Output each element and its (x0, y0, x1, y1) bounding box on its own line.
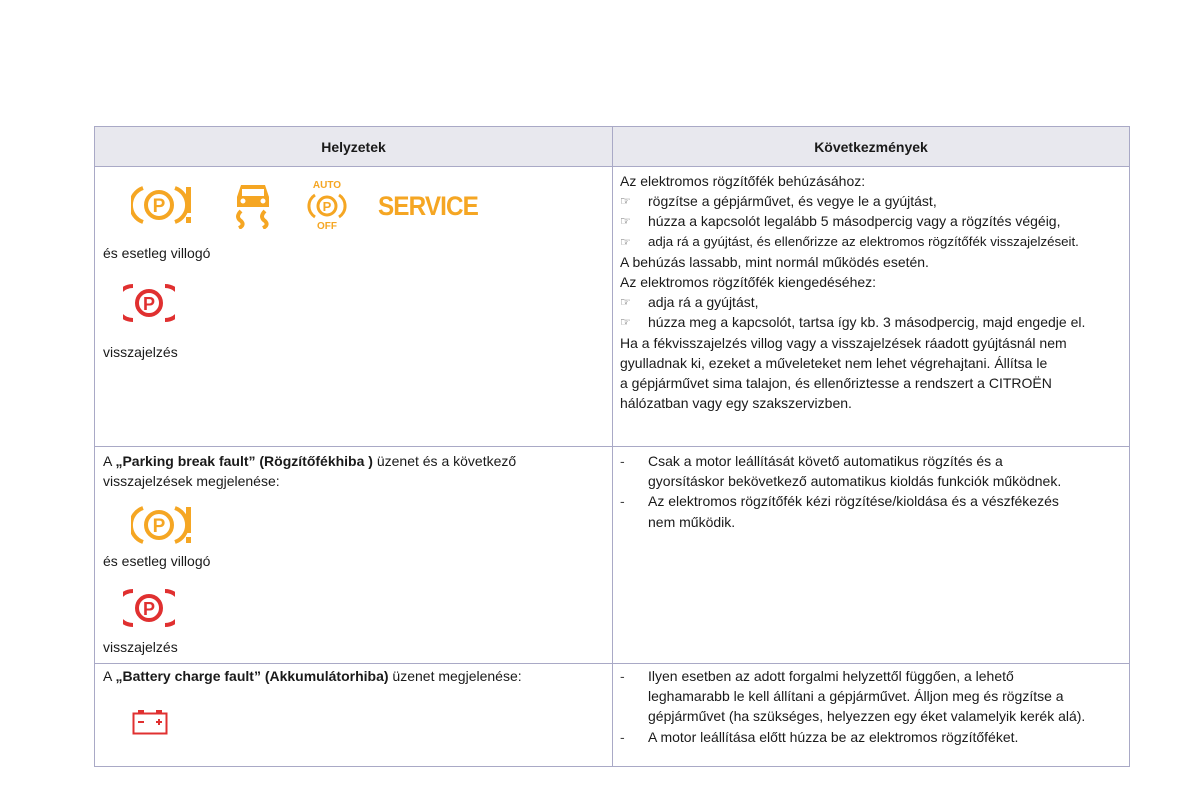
pointer-icon: ☞ (620, 234, 631, 249)
apply-note: A behúzás lassabb, mint normál működés esetén. (620, 253, 929, 270)
list-item: - Csak a motor leállítását követő automatikus rögzítés és a gyorsításkor bekövetkező automatikus kioldás funkciók működnek. (620, 453, 1062, 490)
parking-brake-red-icon (123, 588, 175, 628)
pointer-icon: ☞ (620, 194, 631, 209)
auto-label: AUTO (312, 180, 342, 191)
warning-para-line: Ha a fékvisszajelzés villog vagy a visszajelzések ráadott gyújtásnál nem (620, 334, 1067, 351)
list-item: ☞ húzza meg a kapcsolót, tartsa így kb. 3 másodpercig, majd engedje el. (620, 312, 1125, 332)
pointer-icon: ☞ (620, 315, 631, 330)
warning-para-line: gyulladnak ki, ezeket a műveleteket nem lehet végrehajtani. Állítsa le (620, 354, 1048, 371)
service-warning-icon: SERVICE (378, 191, 478, 221)
row2-caption-indicator: visszajelzés (103, 639, 178, 655)
info-table (94, 126, 1130, 767)
svg-text:P: P (152, 196, 166, 217)
list-item: ☞ adja rá a gyújtást, (620, 292, 1125, 312)
row3-intro: A „Battery charge fault” (Akkumulátorhiba) üzenet megjelenése: (103, 668, 522, 684)
row3-left-text (103, 666, 603, 686)
row3-right-cell (620, 666, 1125, 747)
off-label: OFF (317, 221, 337, 231)
row-divider-1 (95, 446, 1129, 447)
svg-text:P: P (152, 516, 166, 537)
row1-caption-indicator: visszajelzés (103, 344, 178, 360)
header-consequences: Következmények (613, 127, 1129, 167)
row2-left-text (103, 451, 603, 491)
row2-intro: A „Parking break fault” (Rögzítőfékhiba ) üzenet és a következő (103, 453, 517, 469)
warning-para-line: a gépjárművet sima talajon, és ellenőriztesse a rendszert a CITROËN (620, 375, 1052, 392)
header-situations: Helyzetek (95, 127, 612, 167)
row1-caption-flashing: és esetleg villogó (103, 245, 211, 261)
release-intro: Az elektromos rögzítőfék kiengedéséhez: (620, 274, 877, 291)
apply-intro: Az elektromos rögzítőfék behúzásához: (620, 173, 866, 189)
list-item: ☞ rögzítse a gépjárművet, és vegye le a gyújtást, (620, 191, 1125, 211)
svg-text:P: P (322, 199, 332, 214)
parking-brake-red-icon (123, 283, 175, 323)
pointer-icon: ☞ (620, 295, 631, 310)
row2-right-cell (620, 451, 1125, 532)
list-item: ☞ húzza a kapcsolót legalább 5 másodpercig vagy a rögzítés végéig, (620, 211, 1125, 231)
battery-icon (132, 709, 168, 735)
parking-fault-message: „Parking break fault” (Rögzítőfékhiba ) (115, 453, 373, 469)
parking-brake-fault-amber-icon (131, 183, 195, 227)
list-item: ☞ adja rá a gyújtást, és ellenőrizze az elektromos rögzítőfék visszajelzéseit. (620, 232, 1125, 252)
list-item: - Ilyen esetben az adott forgalmi helyzettől függően, a lehető leghamarabb le kell állítani a gépjárművet. Álljon meg és rögzítse a gépjárművet (ha szükséges, helyezzen egy éket valamelyik kerék alá). (620, 668, 1086, 725)
battery-fault-message: „Battery charge fault” (Akkumulátorhiba) (115, 668, 389, 684)
row1-right-cell (620, 171, 1125, 413)
pointer-icon: ☞ (620, 214, 631, 229)
skid-car-icon (231, 181, 275, 229)
list-item: - Az elektromos rögzítőfék kézi rögzítése/kioldása és a vészfékezés nem működik. (620, 493, 1059, 530)
svg-text:P: P (142, 599, 156, 619)
row-divider-2 (95, 663, 1129, 664)
row2-caption-flashing: és esetleg villogó (103, 553, 211, 569)
svg-text:P: P (142, 294, 156, 314)
warning-para-line: hálózatban vagy egy szakszervizben. (620, 395, 852, 412)
list-item: - A motor leállítása előtt húzza be az elektromos rögzítőféket. (620, 728, 1019, 745)
auto-park-off-icon (307, 179, 347, 231)
row2-intro-line2: visszajelzések megjelenése: (103, 473, 280, 490)
parking-brake-fault-amber-icon (131, 503, 195, 547)
